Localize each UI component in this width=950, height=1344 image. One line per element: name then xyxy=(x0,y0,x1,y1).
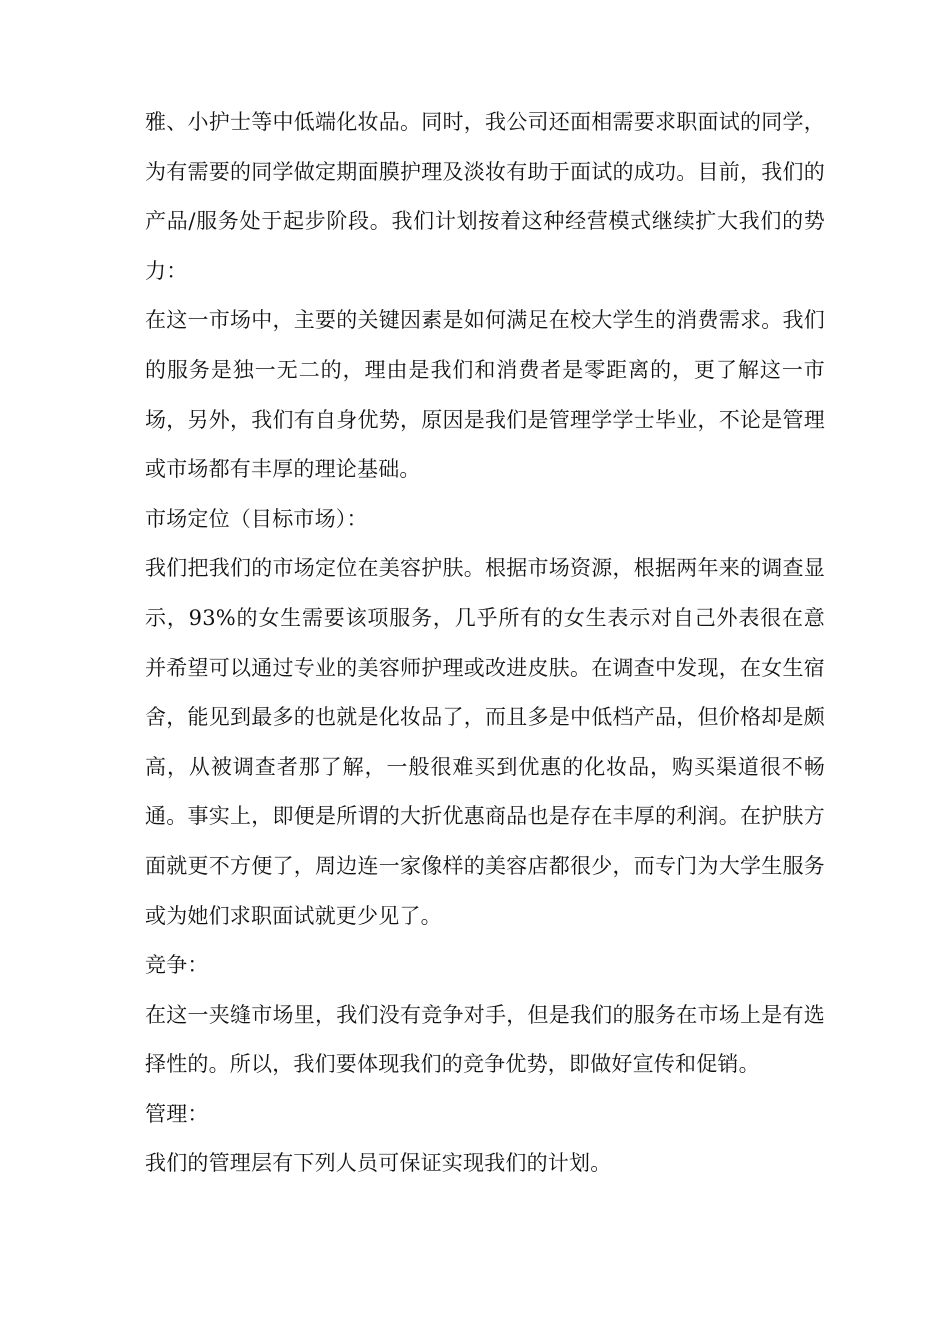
paragraph-management: 我们的管理层有下列人员可保证实现我们的计划。 xyxy=(145,1151,612,1176)
document-body xyxy=(145,98,825,1189)
heading-market-positioning: 市场定位（目标市场）： xyxy=(145,506,368,531)
heading-competition: 竞争： xyxy=(145,953,209,978)
paragraph-competition: 在这一夹缝市场里，我们没有竞争对手，但是我们的服务在市场上是有选择性的。所以，我们要体现我们的竞争优势，即做好宣传和促销。 xyxy=(145,1002,825,1077)
heading-management: 管理： xyxy=(145,1101,209,1126)
paragraph-intro: 雅、小护士等中低端化妆品。同时，我公司还面相需要求职面试的同学，为有需要的同学做定期面膜护理及淡妆有助于面试的成功。目前，我们的产品/服务处于起步阶段。我们计划按着这种经营模式继续扩大我们的势力： xyxy=(145,110,825,283)
paragraph-key-factors: 在这一市场中，主要的关键因素是如何满足在校大学生的消费需求。我们的服务是独一无二的，理由是我们和消费者是零距离的，更了解这一市场，另外，我们有自身优势，原因是我们是管理学学士毕业，不论是管理或市场都有丰厚的理论基础。 xyxy=(145,308,825,482)
paragraph-market-positioning: 我们把我们的市场定位在美容护肤。根据市场资源，根据两年来的调查显示，93%的女生需要该项服务，几乎所有的女生表示对自己外表很在意并希望可以通过专业的美容师护理或改进皮肤。在调查中发现，在女生宿舍，能见到最多的也就是化妆品了，而且多是中低档产品，但价格却是颇高，从被调查者那了解，一般很难买到优惠的化妆品，购买渠道很不畅通。事实上，即便是所谓的大折优惠商品也是存在丰厚的利润。在护肤方面就更不方便了，周边连一家像样的美容店都很少，而专门为大学生服务或为她们求职面试就更少见了。 xyxy=(145,556,825,928)
